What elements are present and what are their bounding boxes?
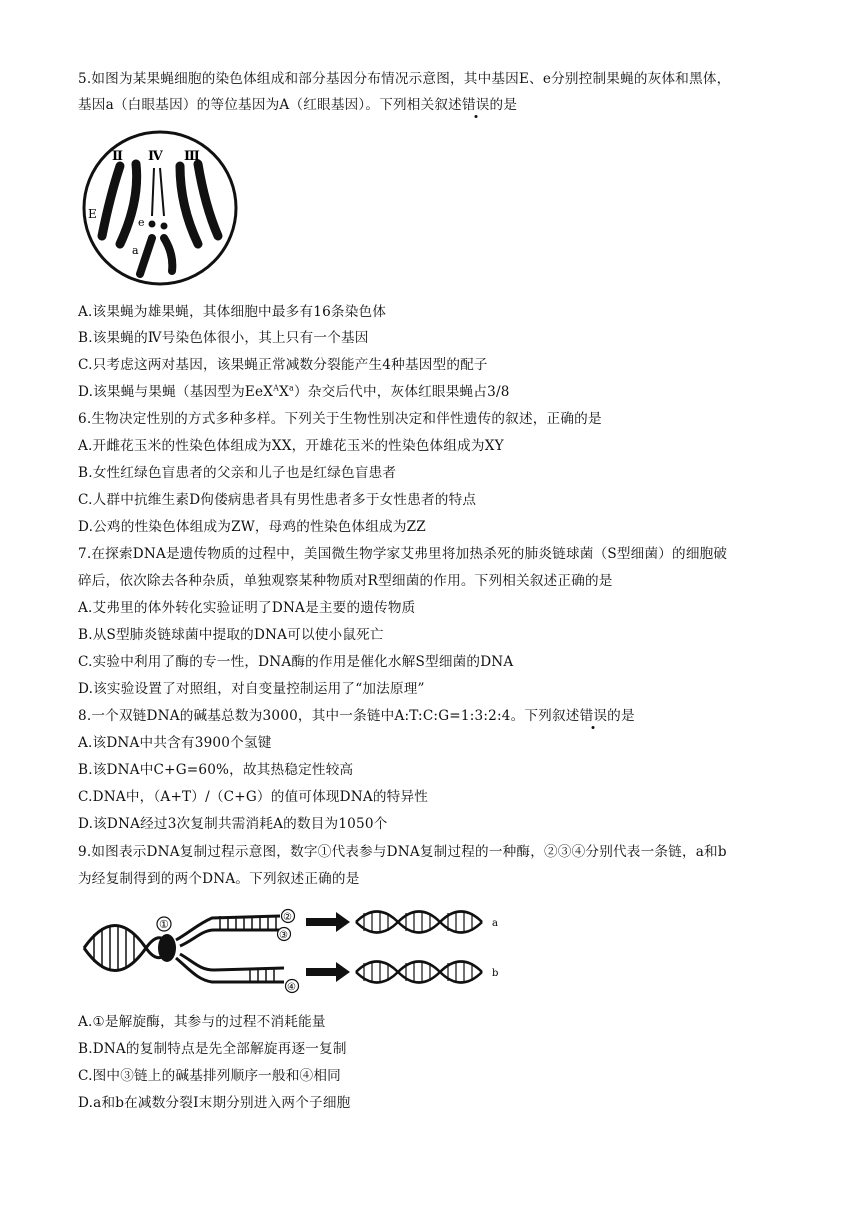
- q8-stem-end: 的是: [607, 708, 635, 724]
- q5-stem-line1: 5.如图为某果蝇细胞的染色体组成和部分基因分布情况示意图，其中基因E、e分别控制果蝇的灰体和黑体，: [78, 71, 731, 87]
- chromosome-ii-right: [120, 164, 137, 244]
- daughter-helix-b: [356, 961, 482, 983]
- q6-stem: 6.生物决定性别的方式多种多样。下列关于生物性别决定和伴性遗传的叙述，正确的是: [78, 411, 602, 427]
- daughter-helix-a: [356, 911, 482, 933]
- chromosome-iii-right: [198, 164, 218, 236]
- q8-stem-text: 8.一个双链DNA的碱基总数为3000，其中一条链中A:T:C:G=1:3:2:4。下列叙述: [78, 708, 580, 724]
- label-a: a: [492, 918, 498, 929]
- q7-stem-line1: 7.在探索DNA是遗传物质的过程中，美国微生物学家艾弗里将加热杀死的肺炎链球菌（S型细菌）的细胞破: [78, 546, 728, 562]
- chromosome-iii-left: [180, 166, 198, 244]
- arrow-upper: [306, 912, 350, 932]
- q8-option-a: A.该DNA中共含有3900个氢键: [78, 735, 272, 751]
- label-2: ②: [283, 912, 292, 923]
- label-4: ④: [287, 982, 296, 993]
- q7-option-a: A.艾弗里的体外转化实验证明了DNA是主要的遗传物质: [78, 600, 416, 616]
- q5-emphasis: 错误: [461, 97, 490, 113]
- q6-option-c: C.人群中抗维生素D佝偻病患者具有男性患者多于女性患者的特点: [78, 492, 477, 508]
- q9-option-c: C.图中③链上的碱基排列顺序一般和④相同: [78, 1068, 341, 1084]
- q5-option-d-post: ）杂交后代中，灰体红眼果蝇占3/8: [293, 384, 510, 400]
- chromosome-iv-right: [160, 168, 164, 216]
- label-gene-a: a: [132, 244, 139, 257]
- chromosome-figure: [80, 126, 240, 291]
- q8-emphasis: 错误: [579, 708, 608, 724]
- q6-option-d: D.公鸡的性染色体组成为ZW，母鸡的性染色体组成为ZZ: [78, 519, 426, 535]
- chromosome-iv-left: [152, 168, 154, 216]
- q9-stem-line1: 9.如图表示DNA复制过程示意图，数字①代表参与DNA复制过程的一种酶，②③④分别代表一条链，a和b: [78, 844, 727, 860]
- chromosome-ii-left: [102, 166, 120, 236]
- q9-option-d: D.a和b在减数分裂Ⅰ末期分别进入两个子细胞: [78, 1095, 351, 1111]
- q5-option-b: B.该果蝇的Ⅳ号染色体很小，其上只有一个基因: [78, 330, 369, 346]
- q5-option-d-mid: X: [279, 384, 289, 400]
- q7-option-b: B.从S型肺炎链球菌中提取的DNA可以使小鼠死亡: [78, 627, 384, 643]
- q5-option-d-sup2: a: [289, 383, 294, 393]
- q8-stem: [78, 707, 635, 725]
- label-gene-e-upper: E: [88, 207, 97, 221]
- label-b: b: [492, 968, 499, 979]
- q5-stem-text: 基因a（白眼基因）的等位基因为A（红眼基因）。下列相关叙述: [78, 97, 462, 113]
- q9-stem-line2: 为经复制得到的两个DNA。下列叙述正确的是: [78, 871, 360, 887]
- dna-replication-figure: [80, 904, 520, 996]
- sex-chromosome-y: [164, 238, 172, 271]
- q9-option-a: A.①是解旋酶，其参与的过程不消耗能量: [78, 1014, 326, 1030]
- label-1: ①: [159, 918, 169, 931]
- q5-option-a: A.该果蝇为雄果蝇，其体细胞中最多有16条染色体: [78, 304, 387, 320]
- q5-option-d: [78, 383, 510, 401]
- label-iv: Ⅳ: [148, 149, 163, 164]
- q5-option-c: C.只考虑这两对基因，该果蝇正常减数分裂能产生4种基因型的配子: [78, 357, 488, 373]
- q5-stem-line2: [78, 96, 517, 114]
- q7-stem-line2: 碎后，依次除去各种杂质，单独观察某种物质对R型细菌的作用。下列相关叙述正确的是: [78, 573, 613, 589]
- q9-option-b: B.DNA的复制特点是先全部解旋再逐一复制: [78, 1041, 347, 1057]
- q8-option-d: D.该DNA经过3次复制共需消耗A的数目为1050个: [78, 816, 388, 832]
- q5-option-d-sup1: A: [273, 383, 280, 393]
- q5-stem-end: 的是: [489, 97, 518, 113]
- label-ii: Ⅱ: [112, 149, 123, 164]
- q6-option-b: B.女性红绿色盲患者的父亲和儿子也是红绿色盲患者: [78, 465, 397, 481]
- sex-chromosome-x: [140, 238, 152, 274]
- label-gene-e-lower: e: [138, 216, 145, 229]
- q8-option-c: C.DNA中，（A+T）/（C+G）的值可体现DNA的特异性: [78, 789, 429, 805]
- enzyme-helicase: [158, 934, 176, 962]
- q6-option-a: A.开雌花玉米的性染色体组成为XX，开雄花玉米的性染色体组成为XY: [78, 438, 504, 454]
- q7-option-d: D.该实验设置了对照组，对自变量控制运用了“加法原理”: [78, 681, 425, 697]
- label-3: ③: [279, 930, 288, 941]
- q5-option-d-pre: D.该果蝇与果蝇（基因型为EeX: [78, 384, 274, 400]
- q8-option-b: B.该DNA中C+G=60%，故其热稳定性较高: [78, 762, 354, 778]
- q7-option-c: C.实验中利用了酶的专一性，DNA酶的作用是催化水解S型细菌的DNA: [78, 654, 514, 670]
- arrow-lower: [306, 962, 350, 982]
- label-iii: Ⅲ: [184, 149, 200, 164]
